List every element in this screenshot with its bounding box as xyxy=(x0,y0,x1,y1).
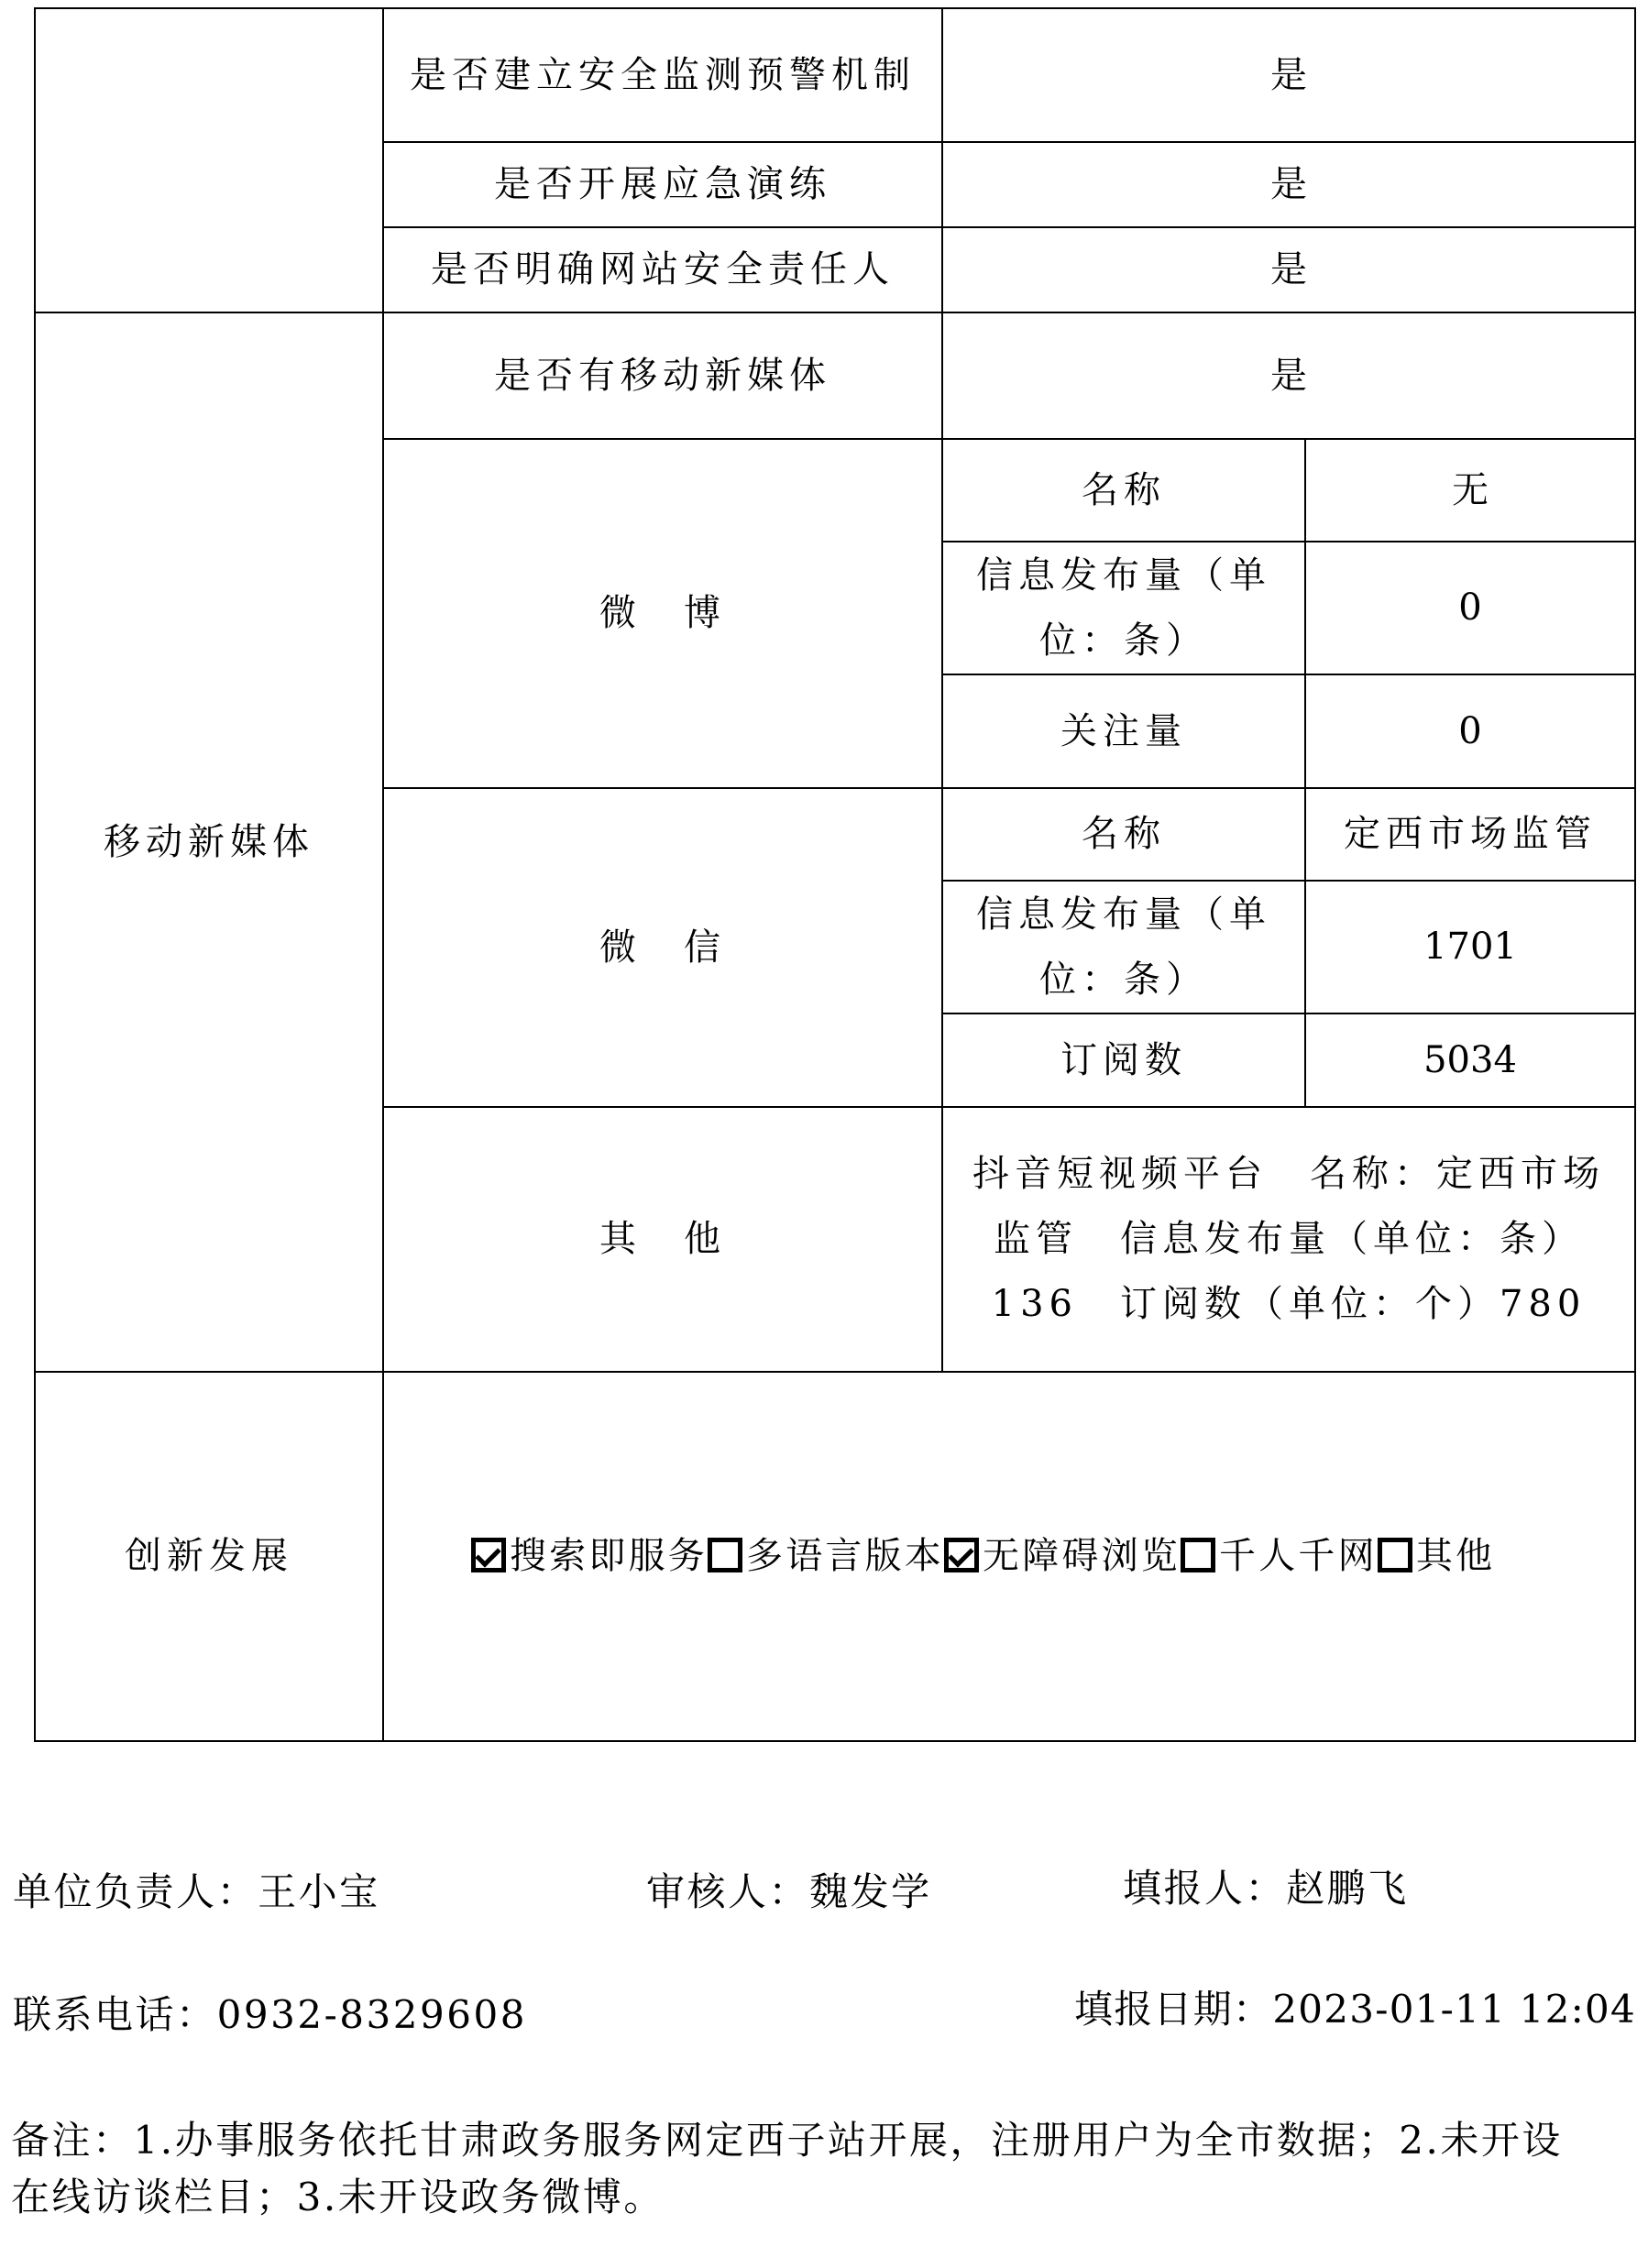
innovation-option-multilingual[interactable] xyxy=(708,1524,944,1589)
has-mobile-media-label: 是否有移动新媒体 xyxy=(383,312,942,439)
innovation-option-personalized[interactable] xyxy=(1181,1524,1378,1589)
weibo-name-value: 无 xyxy=(1305,439,1635,542)
monitoring-warning-value: 是 xyxy=(942,8,1635,142)
fill-date xyxy=(1074,1979,1636,2034)
security-officer-label: 是否明确网站安全责任人 xyxy=(383,227,942,312)
filler-label: 填报人： xyxy=(1123,1866,1287,1911)
option-label: 搜索即服务 xyxy=(510,1535,708,1577)
checkbox-checked-icon[interactable] xyxy=(944,1538,979,1572)
emergency-drill-value: 是 xyxy=(942,142,1635,227)
innovation-label: 创新发展 xyxy=(35,1372,383,1741)
has-mobile-media-value: 是 xyxy=(942,312,1635,439)
table-row xyxy=(35,8,1635,142)
weibo-posts-label: 信息发布量（单位：条） xyxy=(942,542,1305,674)
weibo-posts-value: 0 xyxy=(1305,542,1635,674)
unit-head-value: 王小宝 xyxy=(258,1869,380,1914)
option-label: 多语言版本 xyxy=(746,1535,944,1577)
checkbox-checked-icon[interactable] xyxy=(471,1538,506,1572)
weibo-name-label: 名称 xyxy=(942,439,1305,542)
option-label: 无障碍浏览 xyxy=(983,1535,1181,1577)
filler xyxy=(1123,1858,1409,1913)
unit-head xyxy=(13,1862,380,1917)
remarks: 备注：1.办事服务依托甘肃政务服务网定西子站开展，注册用户为全市数据；2.未开设在线访谈栏目；3.未开设政务微博。 xyxy=(11,2118,1563,2219)
weibo-label: 微 博 xyxy=(383,439,942,788)
option-label: 其他 xyxy=(1415,1535,1496,1577)
checkbox-unchecked-icon[interactable] xyxy=(1378,1538,1412,1572)
reviewer-label: 审核人： xyxy=(646,1869,810,1914)
innovation-options xyxy=(383,1372,1635,1741)
checkbox-unchecked-icon[interactable] xyxy=(1181,1538,1215,1572)
innovation-option-search[interactable] xyxy=(471,1524,708,1589)
date-value: 2023-01-11 12:04 xyxy=(1272,1987,1637,2032)
wechat-subscribers-label: 订阅数 xyxy=(942,1013,1305,1107)
wechat-posts-label: 信息发布量（单位：条） xyxy=(942,881,1305,1013)
other-media-label: 其 他 xyxy=(383,1107,942,1372)
contact-phone xyxy=(13,1985,527,2040)
wechat-label: 微 信 xyxy=(383,788,942,1107)
wechat-name-label: 名称 xyxy=(942,788,1305,881)
date-label: 填报日期： xyxy=(1074,1987,1273,2032)
phone-label: 联系电话： xyxy=(13,1992,217,2037)
weibo-followers-value: 0 xyxy=(1305,674,1635,788)
weibo-followers-label: 关注量 xyxy=(942,674,1305,788)
unit-head-label: 单位负责人： xyxy=(13,1869,258,1914)
security-section-cell xyxy=(35,8,383,312)
wechat-posts-value: 1701 xyxy=(1305,881,1635,1013)
table-row xyxy=(35,312,1635,439)
checkbox-unchecked-icon[interactable] xyxy=(708,1538,742,1572)
emergency-drill-label: 是否开展应急演练 xyxy=(383,142,942,227)
phone-value: 0932-8329608 xyxy=(216,1992,527,2037)
table-row xyxy=(35,1372,1635,1741)
wechat-subscribers-value: 5034 xyxy=(1305,1013,1635,1107)
security-officer-value: 是 xyxy=(942,227,1635,312)
filler-value: 赵鹏飞 xyxy=(1286,1866,1409,1911)
report-table xyxy=(34,7,1636,1742)
monitoring-warning-label: 是否建立安全监测预警机制 xyxy=(383,8,942,142)
option-label: 千人千网 xyxy=(1219,1535,1378,1577)
reviewer-value: 魏发学 xyxy=(809,1869,932,1914)
other-media-text: 抖音短视频平台 名称：定西市场监管 信息发布量（单位：条）136 订阅数（单位：个）780 xyxy=(942,1107,1635,1372)
innovation-option-other[interactable] xyxy=(1378,1524,1495,1589)
wechat-name-value: 定西市场监管 xyxy=(1305,788,1635,881)
innovation-option-accessibility[interactable] xyxy=(944,1524,1181,1589)
mobile-media-section-label: 移动新媒体 xyxy=(35,312,383,1372)
reviewer xyxy=(646,1862,932,1917)
